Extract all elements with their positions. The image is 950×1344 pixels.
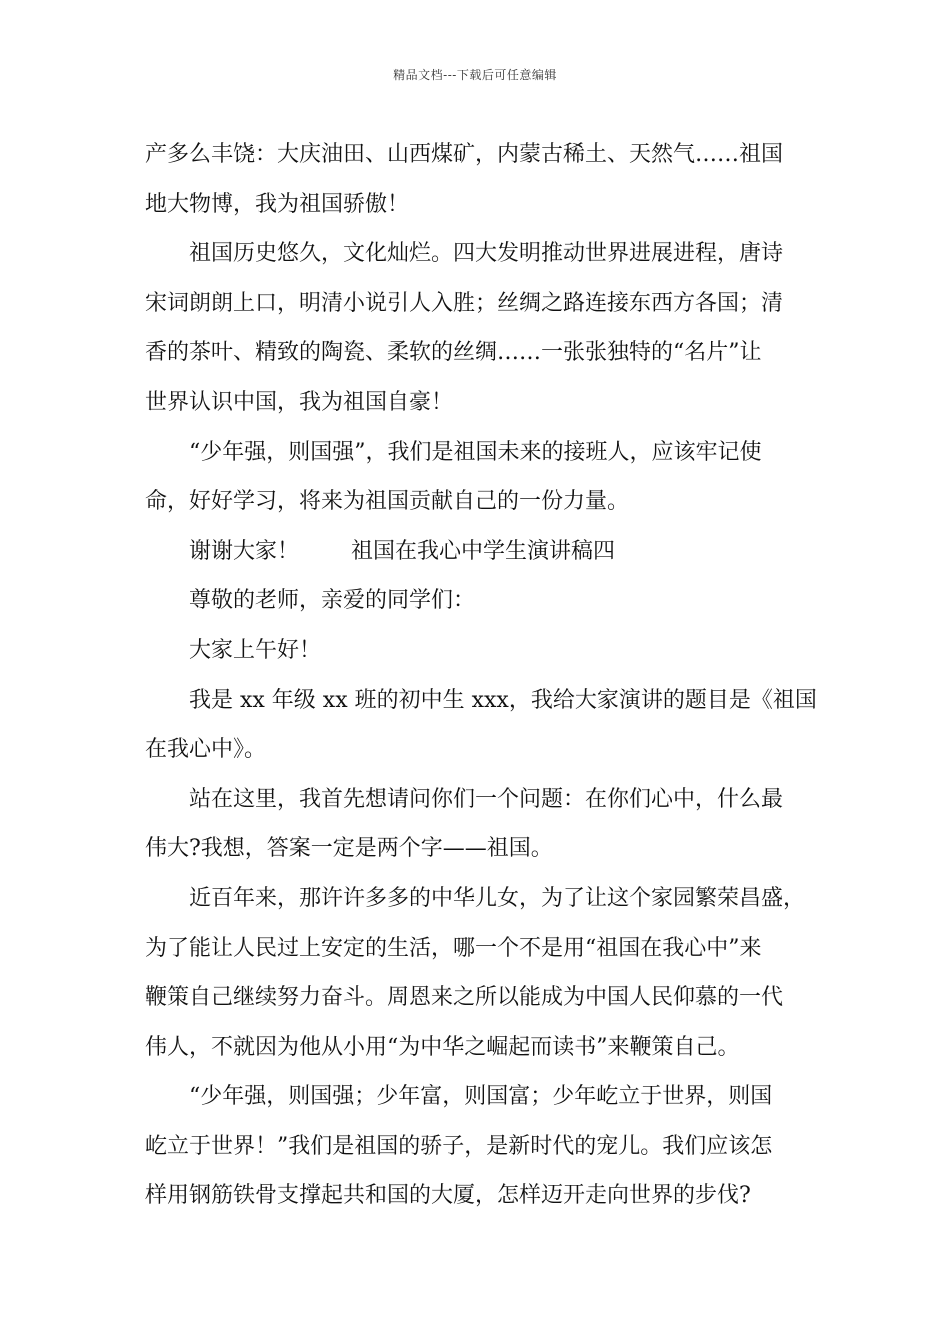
text-line: 鞭策自己继续努力奋斗。周恩来之所以能成为中国人民仰慕的一代 bbox=[145, 985, 784, 1011]
text-line: 尊敬的老师，亲爱的同学们： bbox=[189, 588, 476, 614]
text-line: 祖国历史悠久，文化灿烂。四大发明推动世界进展进程，唐诗 bbox=[189, 241, 784, 267]
text-line: 世界认识中国，我为祖国自豪！ bbox=[145, 389, 454, 415]
text-line: 大家上午好！ bbox=[189, 637, 322, 663]
text-line: “少年强，则国强”，我们是祖国未来的接班人，应该牢记使 bbox=[189, 439, 762, 465]
text-line: 近百年来，那许许多多的中华儿女，为了让这个家园繁荣昌盛， bbox=[189, 885, 806, 911]
document-body bbox=[145, 130, 825, 1221]
text-line: 伟大?我想，答案一定是两个字——祖国。 bbox=[145, 836, 553, 862]
text-line: 宋词朗朗上口，明清小说引人入胜；丝绸之路连接东西方各国；清 bbox=[145, 290, 784, 316]
text-line: 为了能让人民过上安定的生活，哪一个不是用“祖国在我心中”来 bbox=[145, 935, 762, 961]
text-line: 样用钢筋铁骨支撑起共和国的大厦，怎样迈开走向世界的步伐? bbox=[145, 1183, 751, 1209]
text-line: 命，好好学习，将来为祖国贡献自己的一份力量。 bbox=[145, 489, 630, 515]
text-line: 香的茶叶、精致的陶瓷、柔软的丝绸……一张张独特的“名片”让 bbox=[145, 340, 762, 366]
speech-title: 祖国在我心中学生演讲稿四 bbox=[351, 538, 616, 564]
text-line: 产多么丰饶：大庆油田、山西煤矿，内蒙古稀土、天然气……祖国 bbox=[145, 142, 784, 167]
text-line: 我是 xx 年级 xx 班的初中生 xxx，我给大家演讲的题目是《祖国 bbox=[189, 687, 817, 713]
text-line: 伟人，不就因为他从小用“为中华之崛起而读书”来鞭策自己。 bbox=[145, 1034, 740, 1060]
text-line-combined bbox=[145, 527, 825, 577]
page-header: 精品文档---下载后可任意编辑 bbox=[393, 68, 557, 82]
text-line: 站在这里，我首先想请问你们一个问题：在你们心中，什么最 bbox=[189, 786, 784, 812]
text-line: 在我心中》。 bbox=[145, 737, 267, 763]
text-line: “少年强，则国强；少年富，则国富；少年屹立于世界，则国 bbox=[189, 1084, 773, 1110]
text-line: 地大物博，我为祖国骄傲！ bbox=[145, 191, 410, 217]
text-line: 屹立于世界！”我们是祖国的骄子，是新时代的宠儿。我们应该怎 bbox=[145, 1133, 773, 1159]
thanks-text: 谢谢大家！ bbox=[189, 538, 300, 564]
